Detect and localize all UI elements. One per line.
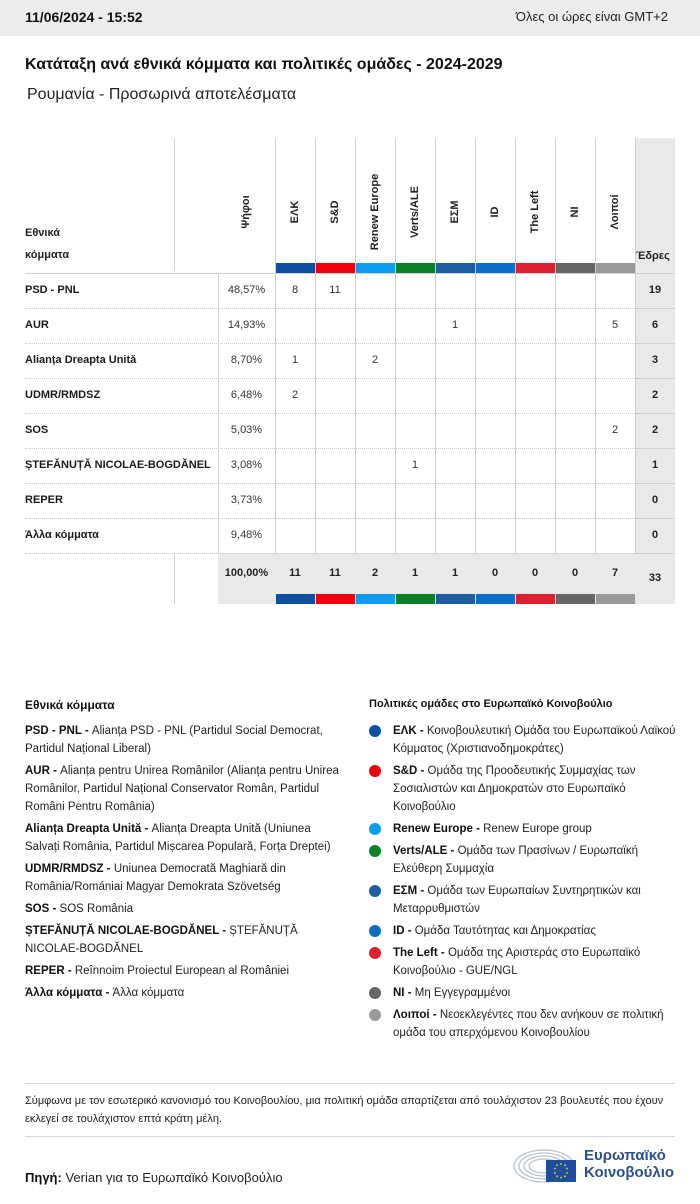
vote-share: 14,93%: [227, 319, 266, 331]
group-color-dot-icon: [369, 845, 381, 857]
national-parties-legend: [25, 722, 345, 1006]
national-legend-item: UDMR/RMDSZ - Uniunea Democrată Maghiară din România/Romániai Magyar Demokrata Szövetség: [25, 863, 286, 893]
group-legend-item: Verts/ALE - Ομάδα των Πρασίνων / Ευρωπαϊκή Ελεύθερη Συμμαχία: [369, 842, 679, 878]
party-name: REPER: [25, 494, 63, 506]
grid-line: [635, 138, 636, 553]
divider: [25, 1083, 675, 1084]
group-total: 0: [571, 567, 579, 579]
grid-line: [635, 448, 675, 449]
group-color-bar: [316, 263, 355, 273]
seat-cell: 1: [291, 354, 299, 366]
header-group: ΕΣΜ: [449, 200, 461, 224]
grid-line: [25, 413, 635, 414]
total-seats: 3: [651, 354, 659, 366]
group-legend-item: Λοιποί - Νεοεκλεγέντες που δεν ανήκουν σε πολιτική ομάδα του απερχόμενου Κοινοβουλίου: [369, 1006, 679, 1042]
group-color-bar: [436, 594, 475, 604]
total-seats: 2: [651, 424, 659, 436]
grid-line: [635, 308, 675, 309]
vote-share: 3,08%: [230, 459, 263, 471]
group-color-bar: [476, 594, 515, 604]
vote-share: 8,70%: [230, 354, 263, 366]
group-legend-item: Renew Europe - Renew Europe group: [369, 820, 679, 838]
grid-line: [635, 483, 675, 484]
party-name: UDMR/RMDSZ: [25, 389, 101, 401]
header-group: Renew Europe: [369, 173, 381, 251]
header-seats: Έδρες: [636, 250, 670, 262]
party-name: PSD - PNL: [25, 284, 80, 296]
group-color-bar: [596, 263, 635, 273]
group-total: 1: [411, 567, 419, 579]
grid-line: [25, 378, 635, 379]
datetime: 11/06/2024 - 15:52: [25, 9, 143, 25]
logo-text: Ευρωπαϊκό Κοινοβούλιο: [584, 1147, 675, 1181]
vote-share: 9,48%: [230, 529, 263, 541]
national-legend-item: SOS - SOS România: [25, 903, 134, 915]
group-total: 1: [451, 567, 459, 579]
group-color-bar: [556, 263, 595, 273]
party-name: AUR: [25, 319, 49, 331]
total-seats: 1: [651, 459, 659, 471]
top-bar: [0, 0, 700, 36]
group-color-bar: [476, 263, 515, 273]
total-seats: 6: [651, 319, 659, 331]
group-legend-item: ID - Ομάδα Ταυτότητας και Δημοκρατίας: [369, 922, 679, 940]
header-national-parties: Εθνικά κόμματα: [25, 227, 70, 261]
total-votes: 100,00%: [224, 567, 269, 579]
group-color-dot-icon: [369, 925, 381, 937]
group-color-dot-icon: [369, 765, 381, 777]
seat-cell: 11: [329, 284, 341, 296]
seat-cell: 8: [291, 284, 299, 296]
seat-cell: 2: [371, 354, 379, 366]
grid-line: [635, 343, 675, 344]
group-total: 0: [531, 567, 539, 579]
grid-line: [25, 553, 635, 554]
party-name: SOS: [25, 424, 49, 436]
group-color-bar: [516, 594, 555, 604]
divider: [25, 1136, 675, 1137]
group-color-bar: [316, 594, 355, 604]
group-total: 2: [371, 567, 379, 579]
group-color-dot-icon: [369, 947, 381, 959]
national-legend-item: Alianța Dreapta Unită - Alianța Dreapta Unită (Uniunea Salvați România, Partidul Mișcarea Populară, Forța Dreptei): [25, 823, 331, 853]
header-group: S&D: [329, 200, 341, 224]
group-color-bar: [516, 263, 555, 273]
group-color-bar: [276, 263, 315, 273]
seat-cell: 2: [611, 424, 619, 436]
group-legend-item: The Left - Ομάδα της Αριστεράς στο Ευρωπαϊκό Κοινοβούλιο - GUE/NGL: [369, 944, 679, 980]
grid-line: [635, 378, 675, 379]
grid-line: [635, 413, 675, 414]
seat-cell: 5: [611, 319, 619, 331]
vote-share: 6,48%: [230, 389, 263, 401]
source-label: Πηγή:: [25, 1170, 62, 1185]
group-legend-item: ΕΛΚ - Κοινοβουλευτική Ομάδα του Ευρωπαϊκού Λαϊκού Κόμματος (Χριστιανοδημοκράτες): [369, 722, 679, 758]
vote-share: 3,73%: [230, 494, 263, 506]
total-seats: 0: [651, 529, 659, 541]
total-seats: 0: [651, 494, 659, 506]
page-subtitle: Ρουμανία - Προσωρινά αποτελέσματα: [27, 86, 297, 103]
grid-line: [635, 553, 675, 554]
group-color-dot-icon: [369, 1009, 381, 1021]
header-group: The Left: [529, 190, 541, 234]
header-votes: Ψήφοι: [240, 195, 252, 229]
grid-line: [25, 273, 675, 274]
group-legend-item: S&D - Ομάδα της Προοδευτικής Συμμαχίας των Σοσιαλιστών και Δημοκρατών στο Ευρωπαϊκό Κοινοβούλιο: [369, 762, 679, 816]
national-legend-item: AUR - Alianța pentru Unirea Românilor (Alianța pentru Unirea Românilor, Partidul Național Conservator Român, Partidul Români Pentru România): [25, 765, 339, 813]
group-color-dot-icon: [369, 987, 381, 999]
page-title: Κατάταξη ανά εθνικά κόμματα και πολιτικές ομάδες - 2024-2029: [25, 56, 503, 73]
group-legend-item: NI - Μη Εγγεγραμμένοι: [369, 984, 679, 1002]
party-name: ȘTEFĂNUȚĂ NICOLAE-BOGDĂNEL: [25, 459, 211, 471]
grid-line: [174, 553, 175, 604]
grid-line: [25, 448, 635, 449]
header-group: Verts/ALE: [409, 186, 421, 238]
group-color-dot-icon: [369, 885, 381, 897]
grid-line: [174, 138, 175, 271]
european-parliament-logo[interactable]: [512, 1146, 682, 1186]
group-color-bar: [396, 263, 435, 273]
group-total: 7: [611, 567, 619, 579]
grand-total-seats: 33: [648, 572, 662, 584]
grid-line: [25, 483, 635, 484]
vote-share: 5,03%: [230, 424, 263, 436]
group-color-dot-icon: [369, 725, 381, 737]
grid-line: [635, 518, 675, 519]
group-color-bar: [436, 263, 475, 273]
header-group: ΕΛΚ: [289, 200, 301, 224]
national-legend-item: Άλλα κόμματα - Άλλα κόμματα: [25, 987, 185, 999]
grid-line: [25, 343, 635, 344]
vote-share: 48,57%: [227, 284, 266, 296]
source-text: Verian για το Ευρωπαϊκό Κοινοβούλιο: [65, 1170, 283, 1185]
seat-cell: 2: [291, 389, 299, 401]
group-total: 0: [491, 567, 499, 579]
group-color-bar: [356, 594, 395, 604]
group-legend-item: ΕΣΜ - Ομάδα των Ευρωπαίων Συντηρητικών και Μεταρρυθμιστών: [369, 882, 679, 918]
seat-cell: 1: [411, 459, 419, 471]
national-legend-item: PSD - PNL - Alianța PSD - PNL (Partidul Social Democrat, Partidul Național Liberal): [25, 725, 323, 755]
header-group: Λοιποί: [609, 194, 621, 230]
grid-line: [25, 518, 635, 519]
party-name: Alianța Dreapta Unită: [25, 354, 137, 366]
seat-cell: 1: [451, 319, 459, 331]
group-legend-heading: Πολιτικές ομάδες στο Ευρωπαϊκό Κοινοβούλιο: [369, 698, 613, 710]
group-color-bar: [356, 263, 395, 273]
total-seats: 2: [651, 389, 659, 401]
group-total: 11: [289, 567, 301, 579]
source-line: [25, 1170, 283, 1185]
group-total: 11: [329, 567, 341, 579]
timezone-note: Όλες οι ώρες είναι GMT+2: [515, 9, 668, 24]
grid-line: [25, 308, 635, 309]
national-legend-heading: Εθνικά κόμματα: [25, 698, 115, 712]
national-legend-item: ȘTEFĂNUȚĂ NICOLAE-BOGDĂNEL - ȘTEFĂNUȚĂ NICOLAE-BOGDĂNEL: [25, 925, 298, 955]
group-color-bar: [396, 594, 435, 604]
group-color-bar: [556, 594, 595, 604]
national-legend-item: REPER - Reînnoim Proiectul European al României: [25, 965, 290, 977]
political-groups-legend: [369, 722, 679, 1046]
group-color-bar: [276, 594, 315, 604]
group-color-dot-icon: [369, 823, 381, 835]
header-group: NI: [569, 206, 581, 218]
rules-note: Σύμφωνα με τον εσωτερικό κανονισμό του Κοινοβουλίου, μια πολιτική ομάδα απαρτίζεται από τουλάχιστον 23 βουλευτές που έχουν εκλεγεί σε τουλάχιστον επτά κράτη μέλη.: [25, 1095, 664, 1125]
parliament-hemicycle-icon: [512, 1146, 580, 1186]
party-name: Άλλα κόμματα: [25, 529, 99, 541]
header-group: ID: [489, 206, 501, 218]
total-seats: 19: [648, 284, 662, 296]
group-color-bar: [596, 594, 635, 604]
